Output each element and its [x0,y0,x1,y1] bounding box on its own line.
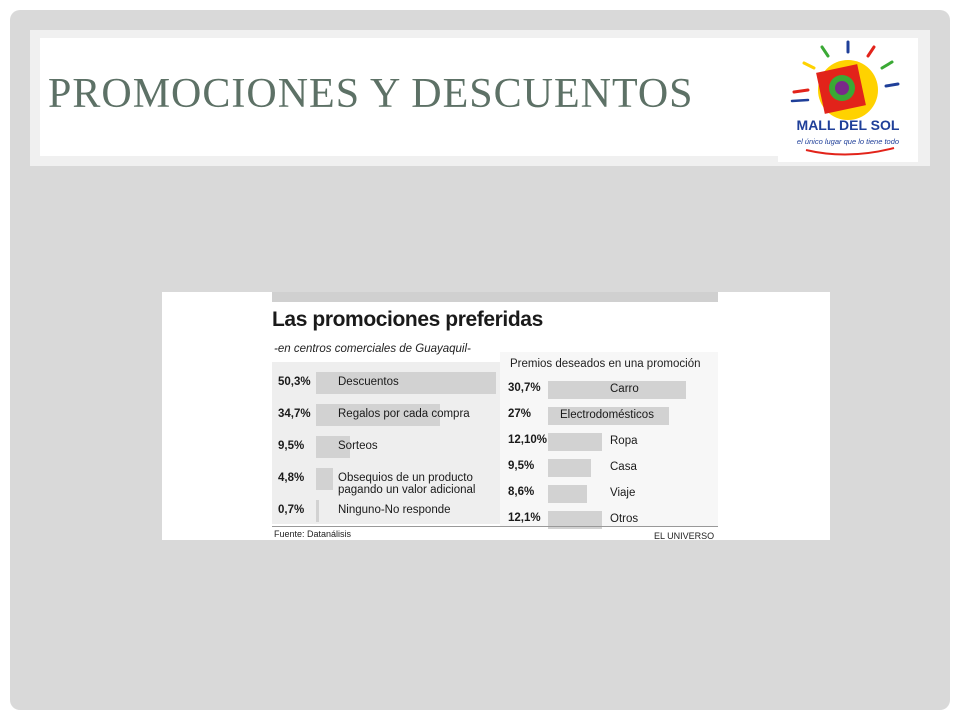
logo-brand-text: MALL DEL SOL [796,117,900,133]
category-label: Regalos por cada compra [338,408,470,420]
infographic-subtitle: -en centros comerciales de Guayaquil- [274,343,471,355]
category-label: Electrodomésticos [560,409,654,421]
category-label: Obsequios de un producto pagando un valor adicional [338,472,476,496]
value-label: 27% [508,408,532,420]
value-label: 9,5% [508,460,535,472]
infographic [162,292,830,540]
logo-tagline: el único lugar que lo tiene todo [796,137,900,146]
bar [316,500,319,522]
value-label: 30,7% [508,382,541,394]
value-label: 0,7% [278,504,305,516]
value-label: 12,10% [508,434,548,446]
category-label: Otros [610,513,639,525]
bar [316,468,333,490]
value-label: 8,6% [508,486,535,498]
value-label: 12,1% [508,512,541,524]
category-label: Viaje [610,487,636,499]
infographic-bottom-rule [272,526,718,527]
category-label: Carro [610,383,639,395]
category-label: Ninguno-No responde [338,504,451,516]
mall-del-sol-logo [778,38,918,162]
right-chart-title: Premios deseados en una promoción [510,358,701,370]
bar [548,485,587,503]
category-label: Casa [610,461,637,473]
bar [548,459,591,477]
source-note: Fuente: Datanálisis [274,529,352,539]
category-label: Descuentos [338,376,399,388]
slide-title: PROMOCIONES Y DESCUENTOS [48,71,694,117]
value-label: 34,7% [278,408,311,420]
value-label: 4,8% [278,472,305,484]
category-label: Sorteos [338,440,378,452]
value-label: 9,5% [278,440,305,452]
infographic-title: Las promociones preferidas [272,308,543,331]
value-label: 50,3% [278,376,311,388]
bar [548,433,602,451]
infographic-top-bar [272,292,718,302]
publisher-brand: EL UNIVERSO [654,531,715,541]
category-label: Ropa [610,435,638,447]
